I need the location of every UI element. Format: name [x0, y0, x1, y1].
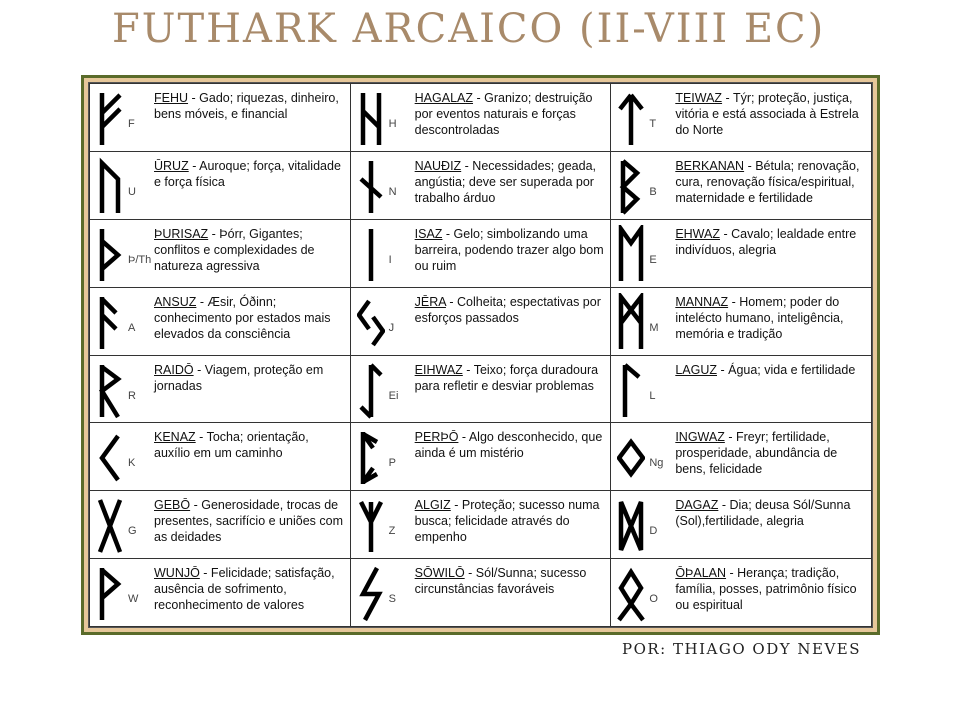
rune-name: NAUÐIZ — [414, 158, 462, 173]
rune-cell — [611, 423, 872, 491]
laguz-rune-icon — [617, 361, 645, 421]
rune-meaning: - Herança; tradição, família, posses, patrimônio físico ou espiritual — [675, 566, 857, 613]
rune-letter: M — [649, 321, 659, 334]
teiwaz-rune-icon — [617, 89, 645, 149]
rune-meaning: - Colheita; espectativas por esforços passados — [414, 294, 601, 325]
rune-meaning: - Necessidades; geada, angústia; deve ser superada por trabalho árduo — [414, 158, 596, 205]
rune-name: ÞURISAZ — [154, 226, 209, 241]
rune-description — [154, 226, 346, 274]
rune-letter: T — [649, 118, 657, 130]
rune-description — [675, 565, 867, 613]
rune-name: FEHU — [154, 91, 189, 105]
algiz-rune-icon — [357, 496, 385, 556]
isaz-rune-icon — [357, 225, 385, 285]
rune-description — [675, 158, 867, 206]
rune-letter: E — [649, 253, 657, 266]
rune-cell — [611, 84, 872, 152]
rune-cell — [90, 84, 351, 152]
rune-name: DAGAZ — [675, 498, 719, 513]
rune-row — [90, 151, 872, 219]
rune-letter: W — [128, 593, 139, 606]
rune-name: BERKANAN — [675, 158, 745, 173]
rune-letter: L — [649, 389, 656, 402]
rune-cell — [90, 355, 351, 423]
rune-meaning: - Æsir, Óðinn; conhecimento por estados mais elevados da consciência — [154, 294, 331, 341]
wunjo-rune-icon — [96, 564, 124, 624]
rune-description — [415, 565, 607, 597]
rune-cell — [90, 423, 351, 491]
rune-letter: U — [128, 185, 136, 198]
ingwaz-rune-icon — [617, 428, 645, 488]
rune-cell — [90, 151, 351, 219]
rune-meaning: - Generosidade, trocas de presentes, sacrifício e uniões com as deidades — [154, 498, 343, 545]
rune-description — [415, 429, 607, 461]
rune-row — [90, 287, 872, 355]
rune-letter: Z — [388, 525, 396, 538]
rune-meaning: - Granizo; destruição por eventos naturais e forças descontroladas — [414, 91, 593, 137]
rune-meaning: - Homem; poder do intelécto humano, inteligência, memória e tradição — [675, 294, 844, 341]
page-title: FUTHARK ARCAICO (II-VIII EC) — [112, 6, 826, 52]
rune-description — [415, 90, 607, 138]
rune-cell — [90, 219, 351, 287]
rune-meaning: - Viagem, proteção em jornadas — [154, 362, 324, 393]
rune-letter: G — [128, 525, 137, 538]
rune-table-frame — [81, 75, 880, 635]
rune-name: SŌWILŌ — [414, 566, 465, 581]
rune-letter: I — [388, 253, 392, 266]
rune-cell — [90, 491, 351, 559]
rune-description — [154, 362, 346, 394]
hagalaz-rune-icon — [357, 89, 385, 149]
rune-letter: P — [388, 457, 396, 470]
rune-meaning: - Tocha; orientação, auxílio em um caminho — [154, 430, 309, 461]
rune-description — [154, 158, 346, 190]
rune-letter: S — [388, 593, 396, 606]
rune-description — [154, 294, 346, 342]
rune-cell — [611, 151, 872, 219]
rune-name: ISAZ — [414, 226, 443, 241]
othalan-rune-icon — [617, 564, 645, 624]
rune-description — [675, 429, 867, 477]
rune-description — [675, 497, 867, 529]
rune-letter: F — [128, 118, 135, 130]
eihwaz-rune-icon — [357, 361, 385, 421]
rune-description — [415, 294, 607, 326]
rune-meaning: - Proteção; sucesso numa busca; felicidade através do empenho — [414, 498, 600, 545]
fehu-rune-icon — [96, 89, 124, 149]
rune-name: TEIWAZ — [675, 91, 723, 105]
mannaz-rune-icon — [617, 293, 645, 353]
rune-description — [154, 429, 346, 461]
rune-meaning: - Algo desconhecido, que ainda é um mistério — [414, 430, 603, 461]
naudiz-rune-icon — [357, 157, 385, 217]
rune-cell — [350, 219, 611, 287]
rune-cell — [611, 219, 872, 287]
rune-name: EHWAZ — [675, 226, 720, 241]
rune-name: GEBŌ — [154, 498, 191, 513]
rune-meaning: - Freyr; fertilidade, prosperidade, abundância de bens, felicidade — [675, 430, 838, 477]
rune-row — [90, 423, 872, 491]
rune-cell — [350, 84, 611, 152]
rune-letter: A — [128, 321, 136, 334]
rune-cell — [350, 151, 611, 219]
rune-row — [90, 491, 872, 559]
rune-cell — [611, 491, 872, 559]
rune-name: JĒRA — [414, 294, 446, 309]
rune-letter: K — [128, 457, 136, 470]
rune-letter: B — [649, 185, 657, 198]
rune-description — [415, 158, 607, 206]
rune-letter: O — [649, 593, 658, 606]
rune-cell — [350, 423, 611, 491]
rune-name: HAGALAZ — [414, 91, 474, 105]
rune-meaning: - Gado; riquezas, dinheiro, bens móveis, e financial — [154, 91, 339, 121]
rune-name: KENAZ — [154, 430, 196, 445]
rune-description — [675, 294, 867, 342]
rune-name: ANSUZ — [154, 294, 197, 309]
ansuz-rune-icon — [96, 293, 124, 353]
rune-cell — [90, 287, 351, 355]
rune-letter: J — [388, 321, 395, 334]
rune-meaning: - Auroque; força, vitalidade e força física — [154, 158, 341, 189]
berkanan-rune-icon — [617, 157, 645, 217]
rune-letter: D — [649, 525, 658, 538]
rune-name: INGWAZ — [675, 430, 725, 445]
rune-name: ŪRUZ — [154, 158, 189, 173]
rune-name: RAIDŌ — [154, 362, 194, 377]
rune-row — [90, 559, 872, 627]
rune-meaning: - Teixo; força duradoura para refletir e desviar problemas — [414, 362, 599, 393]
rune-description — [154, 565, 346, 613]
rune-description — [154, 497, 346, 545]
rune-description — [154, 90, 346, 122]
rune-name: ŌÞALAN — [675, 566, 727, 581]
rune-meaning: - Þórr, Gigantes; conflitos e complexidades de natureza agressiva — [154, 226, 315, 273]
sowilo-rune-icon — [357, 564, 385, 624]
rune-name: LAGUZ — [675, 362, 717, 377]
rune-description — [415, 226, 607, 274]
rune-cell — [350, 559, 611, 627]
rune-meaning: - Bétula; renovação, cura, renovação física/espiritual, maternidade e fertilidade — [675, 158, 860, 205]
raido-rune-icon — [96, 361, 124, 421]
author-credit: POR: THIAGO ODY NEVES — [622, 640, 862, 658]
rune-letter: H — [388, 118, 397, 130]
thurisaz-rune-icon — [96, 225, 124, 285]
dagaz-rune-icon — [617, 496, 645, 556]
rune-meaning: - Cavalo; lealdade entre indivíduos, alegria — [675, 226, 857, 257]
ehwaz-rune-icon — [617, 225, 645, 285]
rune-cell — [350, 355, 611, 423]
jera-rune-icon — [357, 293, 385, 353]
rune-row — [90, 84, 872, 152]
rune-row — [90, 219, 872, 287]
rune-name: ALGIZ — [414, 498, 451, 513]
rune-cell — [611, 559, 872, 627]
rune-letter: Ei — [388, 389, 399, 402]
rune-row — [90, 355, 872, 423]
rune-meaning: - Água; vida e fertilidade — [717, 362, 856, 377]
rune-description — [675, 90, 867, 138]
rune-cell — [90, 559, 351, 627]
rune-meaning: - Felicidade; satisfação, ausência de sofrimento, reconhecimento de valores — [154, 566, 335, 613]
rune-name: EIHWAZ — [414, 362, 463, 377]
rune-meaning: - Sól/Sunna; sucesso circunstâncias favoráveis — [414, 566, 587, 597]
rune-name: MANNAZ — [675, 294, 729, 309]
rune-meaning: - Gelo; simbolizando uma barreira, podendo trazer algo bom ou ruim — [414, 226, 604, 273]
rune-meaning: - Týr; proteção, justiça, vitória e está associada à Estrela do Norte — [675, 91, 859, 137]
rune-cell — [350, 491, 611, 559]
rune-name: PERÞŌ — [414, 430, 459, 445]
rune-description — [675, 362, 867, 378]
rune-description — [675, 226, 867, 258]
rune-letter: Þ/Th — [128, 253, 152, 266]
rune-meaning: - Dia; deusa Sól/Sunna (Sol),fertilidade, alegria — [675, 498, 851, 529]
rune-cell — [611, 287, 872, 355]
rune-table — [89, 83, 872, 627]
rune-description — [415, 362, 607, 394]
rune-cell — [611, 355, 872, 423]
rune-letter: R — [128, 389, 136, 402]
uruz-rune-icon — [96, 157, 124, 217]
rune-description — [415, 497, 607, 545]
rune-name: WUNJŌ — [154, 566, 200, 581]
kenaz-rune-icon — [96, 428, 124, 488]
gebo-rune-icon — [96, 496, 124, 556]
pertho-rune-icon — [357, 428, 385, 488]
rune-letter: N — [388, 185, 397, 198]
rune-letter: Ng — [649, 457, 664, 470]
rune-cell — [350, 287, 611, 355]
